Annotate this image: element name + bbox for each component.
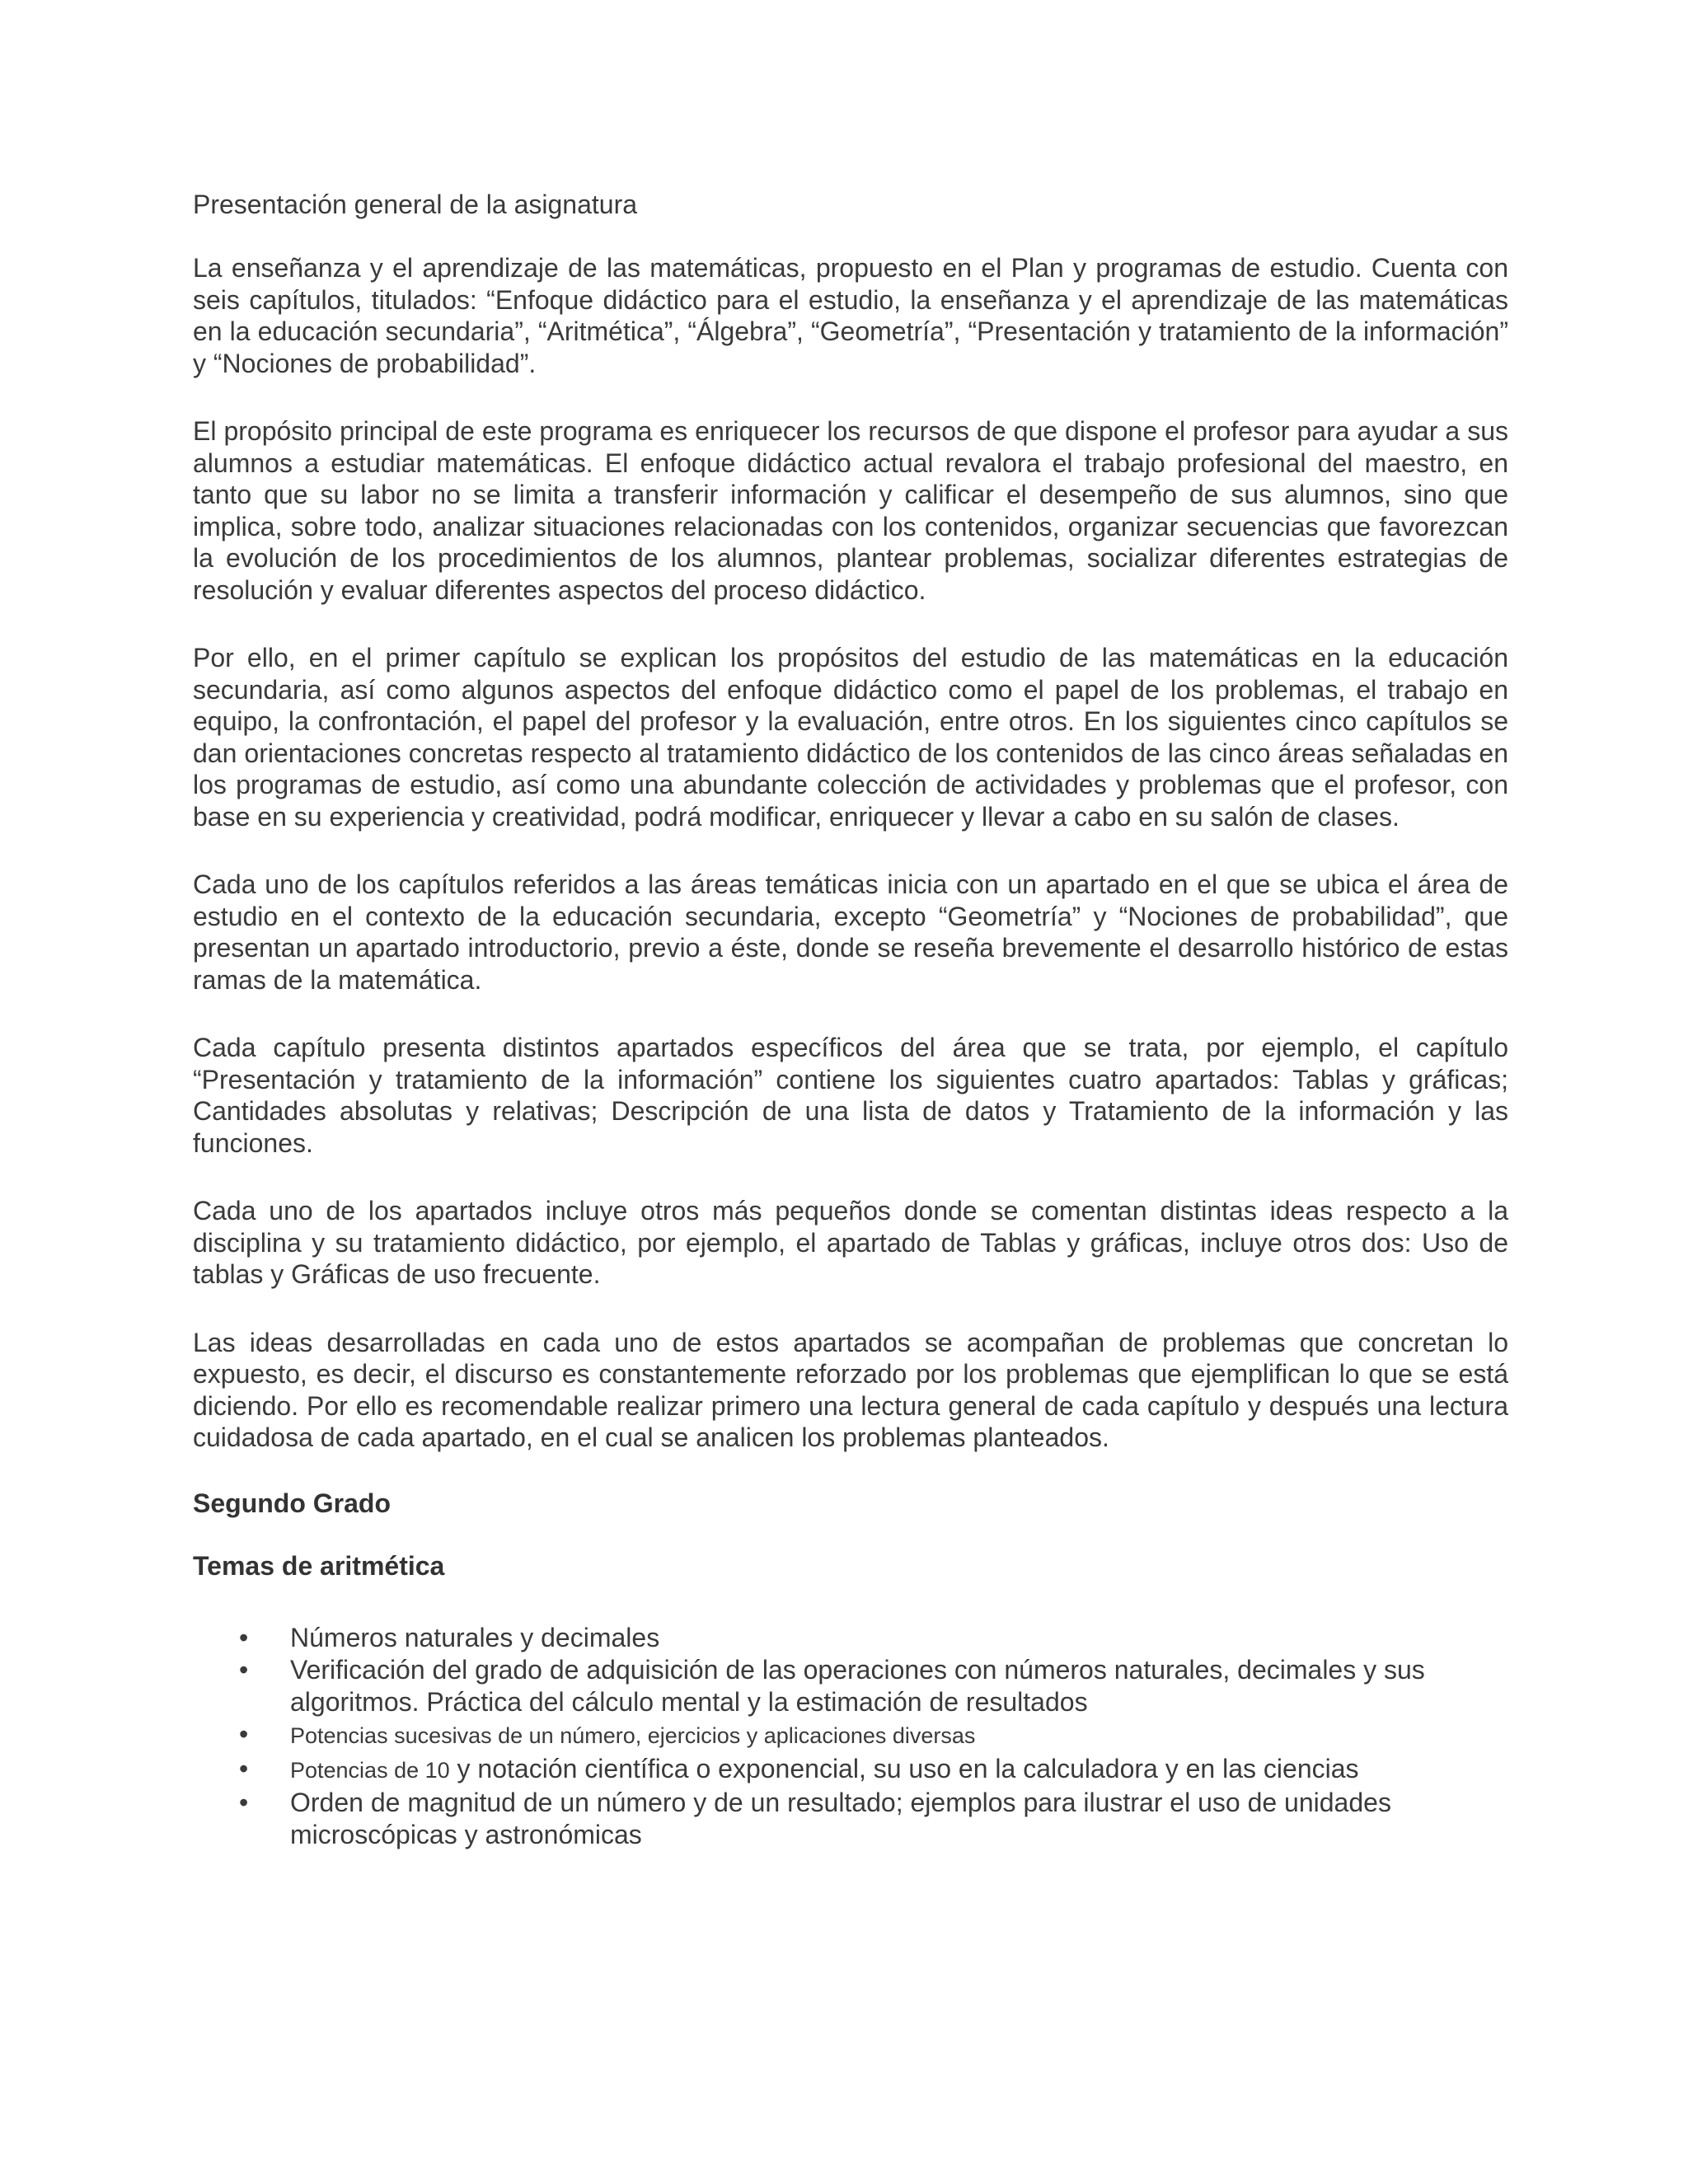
list-item-text: Verificación del grado de adquisición de las operaciones con números naturales, decimales y sus algoritmos. Práctica del cálculo mental y la estimación de resultados: [290, 1655, 1425, 1717]
list-item: [193, 1622, 1508, 1654]
bullet-icon: •: [239, 1719, 249, 1749]
list-item: [193, 1718, 1508, 1752]
list-item-text-rest: y notación científica o exponencial, su uso en la calculadora y en las ciencias: [449, 1753, 1359, 1783]
topics-list: [193, 1622, 1508, 1851]
list-item: [193, 1787, 1508, 1850]
topics-heading: Temas de aritmética: [193, 1550, 445, 1581]
list-item: [193, 1753, 1508, 1787]
list-item-text: [290, 1754, 1359, 1783]
paragraph-purpose: El propósito principal de este programa es enriquecer los recursos de que dispone el profesor para ayudar a sus alumnos a estudiar matemáticas. El enfoque didáctico actual revalora el trabajo profesional del maestro, en tanto que su labor no se limita a transferir información y calificar el desempeño de sus alumnos, sino que implica, sobre todo, analizar situaciones relacionadas con los contenidos, organizar secuencias que favorezcan la evolución de los procedimientos de los alumnos, plantear problemas, socializar diferentes estrategias de resolución y evaluar diferentes aspectos del proceso didáctico.: [193, 416, 1508, 605]
bullet-icon: •: [239, 1655, 249, 1685]
bullet-icon: •: [239, 1788, 249, 1817]
paragraph-first-chapter: Por ello, en el primer capítulo se explican los propósitos del estudio de las matemáticas en la educación secundaria, así como algunos aspectos del enfoque didáctico como el papel de los problemas, el trabajo en equipo, la confrontación, el papel del profesor y la evaluación, entre otros. En los siguientes cinco capítulos se dan orientaciones concretas respecto al tratamiento didáctico de los contenidos de las cinco áreas señaladas en los programas de estudio, así como una abundante colección de actividades y problemas que el profesor, con base en su experiencia y creatividad, podrá modificar, enriquecer y llevar a cabo en su salón de clases.: [193, 643, 1508, 832]
list-item: [193, 1654, 1508, 1718]
paragraph-intro: La enseñanza y el aprendizaje de las matemáticas, propuesto en el Plan y programas de estudio. Cuenta con seis capítulos, titulados: “Enfoque didáctico para el estudio, la enseñanza y el aprendizaje de las matemáticas en la educación secundaria”, “Aritmética”, “Álgebra”, “Geometría”, “Presentación y tratamiento de la información” y “Nociones de probabilidad”.: [193, 253, 1508, 378]
bullet-icon: •: [239, 1622, 249, 1652]
paragraph-chapter-sections: Cada capítulo presenta distintos apartados específicos del área que se trata, por ejemplo, el capítulo “Presentación y tratamiento de la información” contiene los siguientes cuatro apartados: Tablas y gráficas; Cantidades absolutas y relativas; Descripción de una lista de datos y Tratamiento de la información y las funciones.: [193, 1033, 1508, 1158]
list-item-text: Números naturales y decimales: [290, 1622, 660, 1652]
paragraph-subsections: Cada uno de los apartados incluye otros más pequeños donde se comentan distintas ideas respecto a la disciplina y su tratamiento didáctico, por ejemplo, el apartado de Tablas y gráficas, incluye otros dos: Uso de tablas y Gráficas de uso frecuente.: [193, 1196, 1508, 1289]
grade-heading: Segundo Grado: [193, 1488, 391, 1518]
list-item-text-small: Potencias de 10: [290, 1757, 450, 1783]
paragraph-thematic-areas: Cada uno de los capítulos referidos a las áreas temáticas inicia con un apartado en el que se ubica el área de estudio en el contexto de la educación secundaria, excepto “Geometría” y “Nociones de probabilidad”, que presentan un apartado introductorio, previo a éste, donde se reseña brevemente el desarrollo histórico de estas ramas de la matemática.: [193, 869, 1508, 995]
list-item-text: Orden de magnitud de un número y de un resultado; ejemplos para ilustrar el uso de unidades microscópicas y astronómicas: [290, 1788, 1391, 1849]
bullet-icon: •: [239, 1753, 249, 1783]
document-page: [193, 188, 1508, 1851]
list-item-text: Potencias sucesivas de un número, ejercicios y aplicaciones diversas: [290, 1723, 976, 1748]
document-title: Presentación general de la asignatura: [193, 190, 638, 219]
paragraph-ideas: Las ideas desarrolladas en cada uno de estos apartados se acompañan de problemas que concretan lo expuesto, es decir, el discurso es constantemente reforzado por los problemas que ejemplifican lo que se está diciendo. Por ello es recomendable realizar primero una lectura general de cada capítulo y después una lectura cuidadosa de cada apartado, en el cual se analicen los problemas planteados.: [193, 1327, 1508, 1452]
